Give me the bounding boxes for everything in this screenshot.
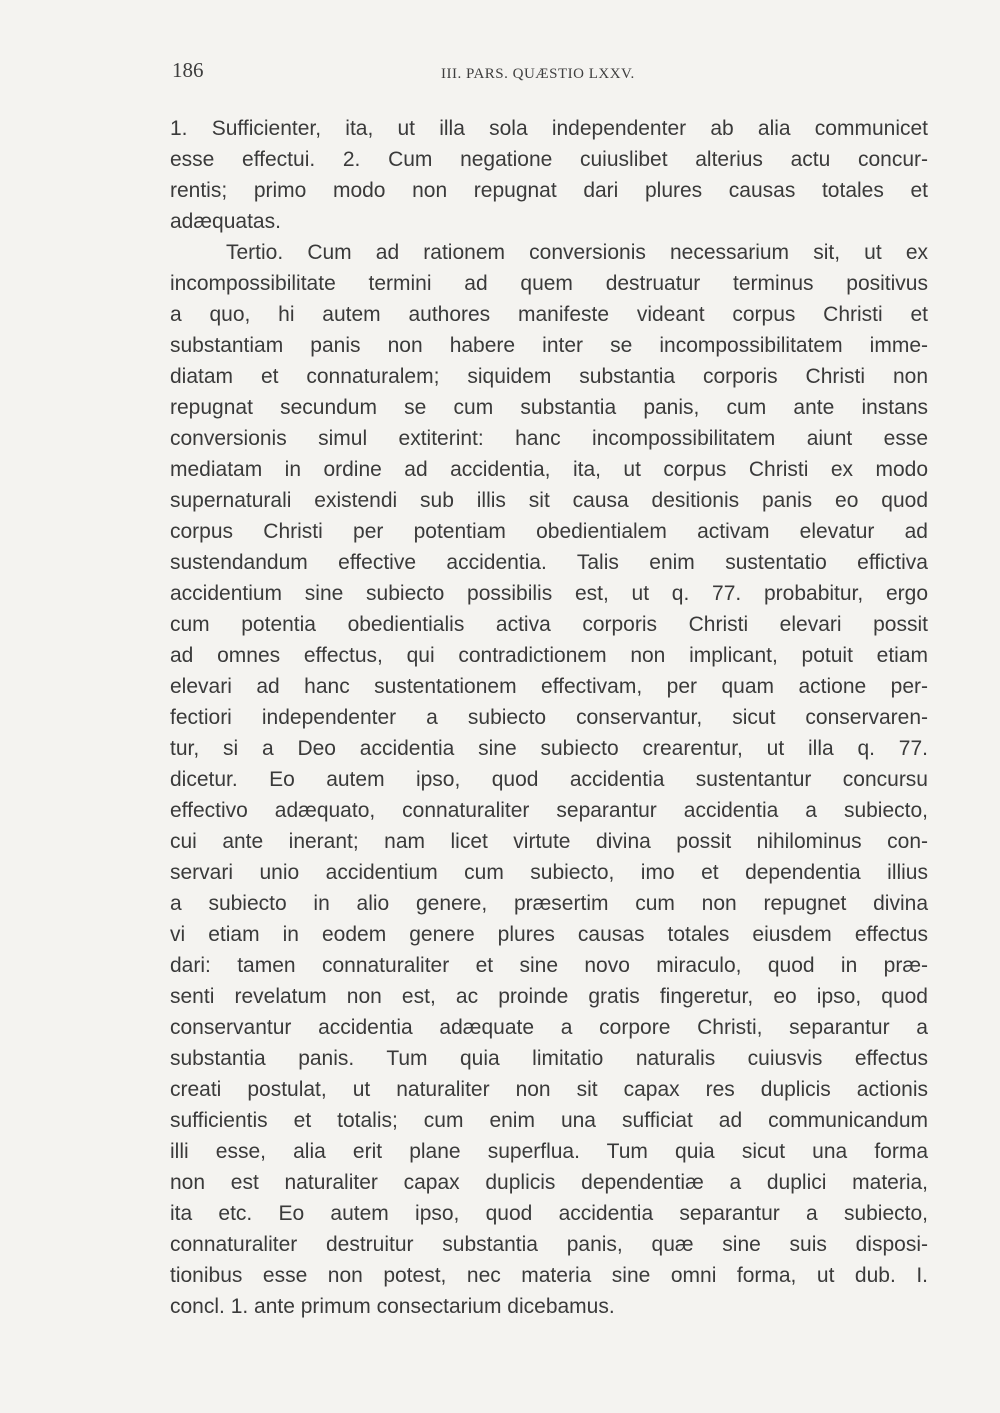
- text-line: fectiori independenter a subiecto conservantur, sicut conservaren-: [170, 706, 928, 729]
- text-line: substantia panis. Tum quia limitatio naturalis cuiusvis effectus: [170, 1047, 928, 1070]
- text-line: dari: tamen connaturaliter et sine novo miraculo, quod in præ-: [170, 954, 928, 977]
- text-line: ita etc. Eo autem ipso, quod accidentia separantur a subiecto,: [170, 1202, 928, 1225]
- text-line: 1. Sufficienter, ita, ut illa sola independenter ab alia communicet: [170, 117, 928, 140]
- text-line: cum potentia obedientialis activa corporis Christi elevari possit: [170, 613, 928, 636]
- text-line: ad omnes effectus, qui contradictionem non implicant, potuit etiam: [170, 644, 928, 667]
- text-line: senti revelatum non est, ac proinde gratis fingeretur, eo ipso, quod: [170, 985, 928, 1008]
- text-line: non est naturaliter capax duplicis dependentiæ a duplici materia,: [170, 1171, 928, 1194]
- page-header: [172, 56, 672, 86]
- text-line: sustendandum effective accidentia. Talis enim sustentatio effictiva: [170, 551, 928, 574]
- text-line: vi etiam in eodem genere plures causas totales eiusdem effectus: [170, 923, 928, 946]
- text-line: dicetur. Eo autem ipso, quod accidentia sustentantur concursu: [170, 768, 928, 791]
- text-line: concl. 1. ante primum consectarium dicebamus.: [170, 1295, 615, 1318]
- text-line: incompossibilitate termini ad quem destruatur terminus positivus: [170, 272, 928, 295]
- text-line: sufficientis et totalis; cum enim una sufficiat ad communicandum: [170, 1109, 928, 1132]
- text-line: repugnat secundum se cum substantia panis, cum ante instans: [170, 396, 928, 419]
- text-line: diatam et connaturalem; siquidem substantia corporis Christi non: [170, 365, 928, 388]
- text-line: esse effectui. 2. Cum negatione cuiuslibet alterius actu concur-: [170, 148, 928, 171]
- text-line: supernaturali existendi sub illis sit causa desitionis panis eo quod: [170, 489, 928, 512]
- text-line: servari unio accidentium cum subiecto, imo et dependentia illius: [170, 861, 928, 884]
- text-line: conversionis simul extiterint: hanc incompossibilitatem aiunt esse: [170, 427, 928, 450]
- text-line: accidentium sine subiecto possibilis est, ut q. 77. probabitur, ergo: [170, 582, 928, 605]
- text-line: cui ante inerant; nam licet virtute divina possit nihilominus con-: [170, 830, 928, 853]
- text-line: a quo, hi autem authores manifeste videant corpus Christi et: [170, 303, 928, 326]
- text-line: Tertio. Cum ad rationem conversionis necessarium sit, ut ex: [226, 241, 928, 264]
- text-line: tur, si a Deo accidentia sine subiecto crearentur, ut illa q. 77.: [170, 737, 928, 760]
- running-head: III. PARS. QUÆSTIO LXXV.: [441, 66, 635, 82]
- text-line: illi esse, alia erit plane superflua. Tum quia sicut una forma: [170, 1140, 928, 1163]
- text-line: adæquatas.: [170, 210, 281, 233]
- body-text: [170, 113, 928, 1322]
- text-line: effectivo adæquato, connaturaliter separantur accidentia a subiecto,: [170, 799, 928, 822]
- text-line: connaturaliter destruitur substantia panis, quæ sine suis disposi-: [170, 1233, 928, 1256]
- text-line: tionibus esse non potest, nec materia sine omni forma, ut dub. I.: [170, 1264, 928, 1287]
- text-line: mediatam in ordine ad accidentia, ita, ut corpus Christi ex modo: [170, 458, 928, 481]
- text-line: elevari ad hanc sustentationem effectivam, per quam actione per-: [170, 675, 928, 698]
- text-line: a subiecto in alio genere, præsertim cum non repugnet divina: [170, 892, 928, 915]
- text-line: creati postulat, ut naturaliter non sit capax res duplicis actionis: [170, 1078, 928, 1101]
- text-line: conservantur accidentia adæquate a corpore Christi, separantur a: [170, 1016, 928, 1039]
- page-number: 186: [172, 58, 204, 82]
- text-line: substantiam panis non habere inter se incompossibilitatem imme-: [170, 334, 928, 357]
- text-line: rentis; primo modo non repugnat dari plures causas totales et: [170, 179, 928, 202]
- text-line: corpus Christi per potentiam obedientialem activam elevatur ad: [170, 520, 928, 543]
